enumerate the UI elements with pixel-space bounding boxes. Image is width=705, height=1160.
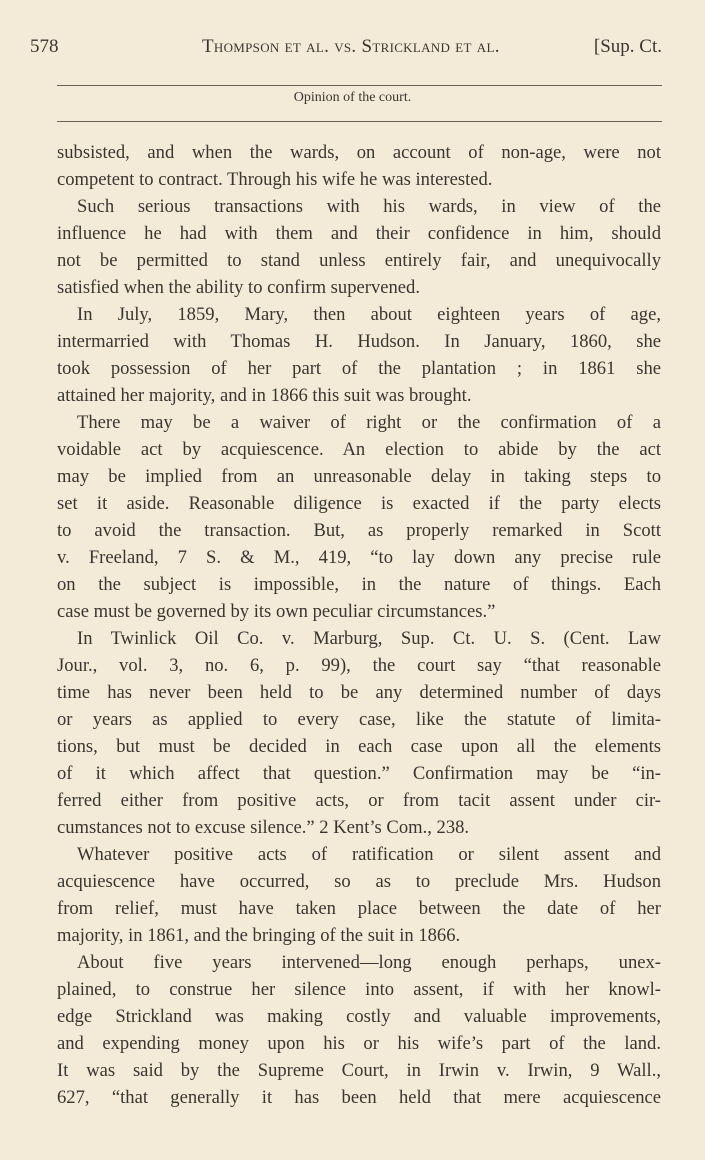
text-line: case must be governed by its own peculiar circumstances.” [57, 601, 496, 622]
text-line: time has never been held to be any determined number of days [57, 682, 661, 703]
text-line: and expending money upon his or his wife’s part of the land. [57, 1033, 661, 1054]
text-line: voidable act by acquiescence. An election to abide by the act [57, 439, 661, 460]
text-line: intermarried with Thomas H. Hudson. In January, 1860, she [57, 331, 661, 352]
text-line: Jour., vol. 3, no. 6, p. 99), the court say “that reasonable [57, 655, 661, 676]
text-line: plained, to construe her silence into assent, if with her knowl- [57, 979, 661, 1000]
text-line: or years as applied to every case, like the statute of limita- [57, 709, 661, 730]
court-label: [Sup. Ct. [593, 36, 662, 57]
text-line: Such serious transactions with his wards, in view of the [77, 196, 661, 217]
text-line: cumstances not to excuse silence.” 2 Kent’s Com., 238. [57, 817, 470, 838]
text-line: In July, 1859, Mary, then about eighteen years of age, [77, 304, 661, 325]
header-rule-bottom [57, 121, 662, 122]
text-line: It was said by the Supreme Court, in Irwin v. Irwin, 9 Wall., [57, 1060, 661, 1081]
text-line: satisfied when the ability to confirm supervened. [57, 277, 420, 298]
section-heading: Opinion of the court. [293, 90, 412, 105]
text-line: Whatever positive acts of ratification or silent assent and [77, 844, 661, 865]
text-line: to avoid the transaction. But, as properly remarked in Scott [57, 520, 661, 541]
text-line: v. Freeland, 7 S. & M., 419, “to lay down any precise rule [57, 547, 661, 568]
text-line: took possession of her part of the plantation ; in 1861 she [57, 358, 661, 379]
text-line: acquiescence have occurred, so as to preclude Mrs. Hudson [57, 871, 661, 892]
text-line: of it which affect that question.” Confirmation may be “in- [57, 763, 661, 784]
page-number: 578 [30, 36, 59, 57]
text-line: edge Strickland was making costly and valuable improvements, [57, 1006, 661, 1027]
text-line: About five years intervened—long enough perhaps, unex- [77, 952, 661, 973]
text-line: 627, “that generally it has been held that mere acquiescence [57, 1087, 661, 1108]
text-line: on the subject is impossible, in the nature of things. Each [57, 574, 661, 595]
text-line: subsisted, and when the wards, on account of non-age, were not [57, 142, 661, 163]
text-line: ferred either from positive acts, or from tacit assent under cir- [57, 790, 661, 811]
running-header [30, 36, 662, 62]
text-line: from relief, must have taken place between the date of her [57, 898, 661, 919]
text-line: tions, but must be decided in each case upon all the elements [57, 736, 661, 757]
running-title: Thompson et al. vs. Strickland et al. [202, 36, 500, 57]
text-line: influence he had with them and their confidence in him, should [57, 223, 661, 244]
text-line: There may be a waiver of right or the confirmation of a [77, 412, 661, 433]
text-line: not be permitted to stand unless entirely fair, and unequivocally [57, 250, 661, 271]
text-line: In Twinlick Oil Co. v. Marburg, Sup. Ct. U. S. (Cent. Law [77, 628, 661, 649]
header-rule-top [57, 85, 662, 86]
text-line: set it aside. Reasonable diligence is exacted if the party elects [57, 493, 661, 514]
text-line: competent to contract. Through his wife he was interested. [57, 169, 493, 190]
page-body [57, 139, 661, 1111]
text-line: attained her majority, and in 1866 this suit was brought. [57, 385, 472, 406]
text-line: may be implied from an unreasonable delay in taking steps to [57, 466, 661, 487]
text-line: majority, in 1861, and the bringing of the suit in 1866. [57, 925, 461, 946]
